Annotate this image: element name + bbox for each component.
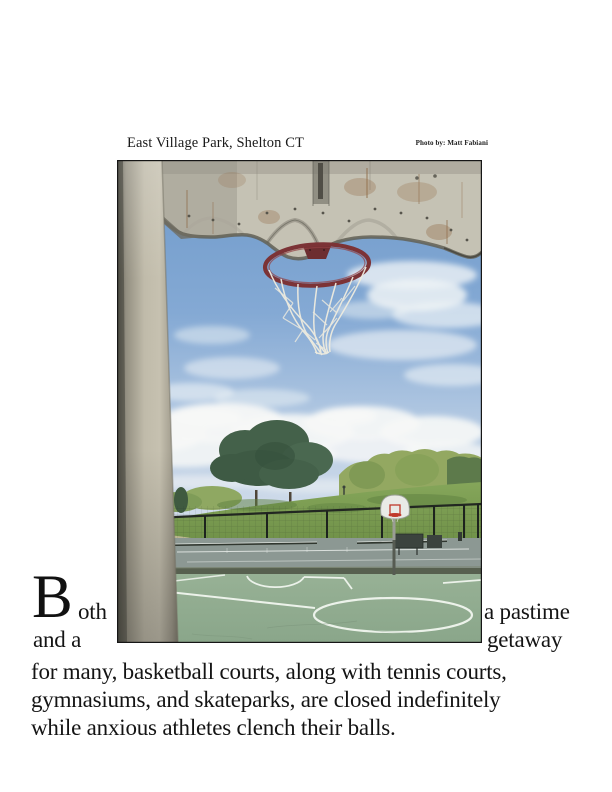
basketball-hoop-photo (117, 160, 482, 643)
photo-illustration (117, 160, 482, 643)
body-line4: gymnasiums, and skateparks, are closed indefinitely (31, 687, 501, 712)
body-line1-right: a pastime (484, 599, 570, 624)
drop-cap: B (32, 564, 73, 631)
body-line3: for many, basketball courts, along with tennis courts, (31, 659, 507, 684)
distant-rim (389, 513, 402, 517)
photo-credit: Photo by: Matt Fabiani (415, 139, 488, 147)
body-line2-right: getaway (487, 627, 563, 652)
body-line2-left: and a (33, 627, 82, 652)
body-line5: while anxious athletes clench their balls. (31, 715, 396, 740)
photo-caption: East Village Park, Shelton CT (127, 135, 304, 151)
body-line1-left: oth (78, 599, 107, 624)
